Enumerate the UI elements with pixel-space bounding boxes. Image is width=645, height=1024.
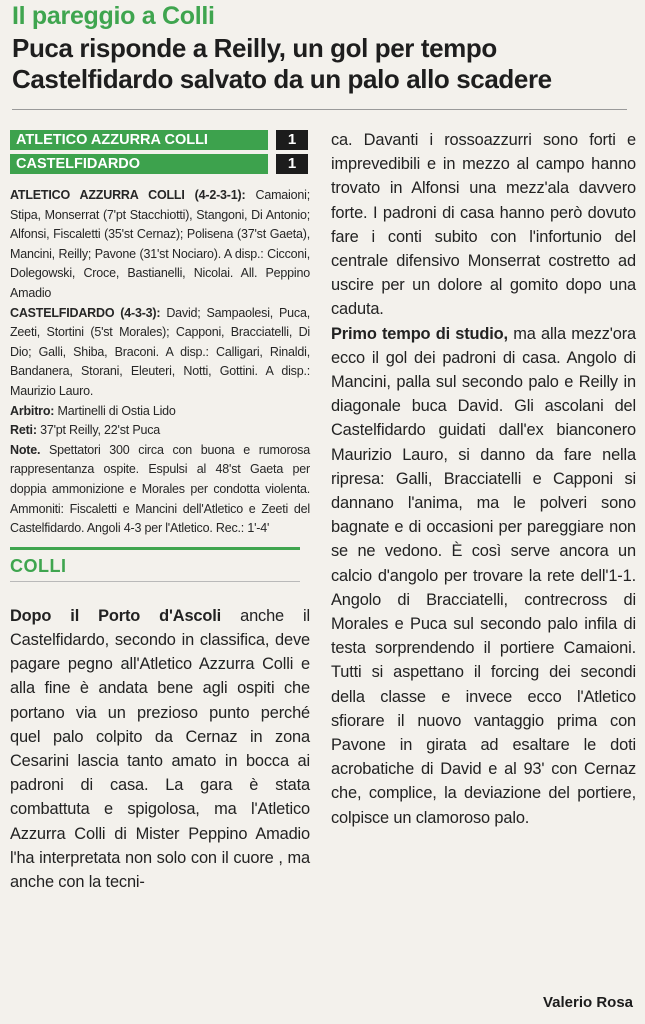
goals-text: 37'pt Reilly, 22'st Puca (40, 423, 161, 438)
goals-label: Reti: (10, 423, 37, 438)
away-lineup-text: David; Sampaolesi, Puca, Zeeti, Stortini (5'st Morales); Capponi, Bracciatelli, Di Dio; Galli, Shiba, Braconi. A disp.: Calligari, Rinaldi, Bandanera, Storani, Eleuteri, Notti, Gottini. A disp.: Maurizio Lauro. (10, 305, 310, 398)
home-team-score: 1 (276, 130, 308, 150)
article-kicker: Il pareggio a Colli (12, 2, 215, 30)
section-top-rule (10, 547, 300, 550)
section-bottom-rule (10, 581, 300, 582)
away-lineup (10, 304, 310, 402)
home-lineup-label: ATLETICO AZZURRA COLLI (4-2-3-1): (10, 188, 246, 202)
referee-line (10, 402, 310, 422)
paragraph-2-lead: Primo tempo di studio, (331, 324, 508, 343)
headline-line-2: Castelfidardo salvato da un palo allo scadere (12, 64, 552, 94)
referee-text: Martinelli di Ostia Lido (57, 403, 176, 418)
article-paragraph-1-start (10, 604, 310, 894)
notes-label: Note. (10, 442, 41, 457)
home-lineup-text: Camaioni; Stipa, Monserrat (7'pt Stacchiotti), Stangoni, Di Antonio; Alfonsi, Fiscaletti (35'st Cernaz); Polisena (37'st Gaeta), Mancini, Reilly; Pavone (31'st Nociaro). A disp.: Cicconi, Dolegowski, Croce, Bastianelli, Nicolai. All. Peppino Amadio (10, 188, 310, 300)
left-column (10, 130, 310, 894)
away-team-name: CASTELFIDARDO (10, 154, 268, 174)
notes-line (10, 441, 310, 539)
paragraph-1-lead: Dopo il Porto d'Ascoli (10, 606, 222, 625)
away-lineup-label: CASTELFIDARDO (4-3-3): (10, 305, 161, 320)
notes-text: Spettatori 300 circa con buona e rumorosa rappresentanza ospite. Espulsi al 48'st Gaeta per doppia ammonizione e Morales per condotta violenta. Ammoniti: Fiscaletti e Mancini dell'Atletico e Zeeti del Castelfidardo. Angoli 4-3 per l'Atletico. Rec.: 1'-4' (10, 442, 310, 536)
article-byline: Valerio Rosa (542, 994, 633, 1011)
home-lineup (10, 186, 310, 304)
referee-label: Arbitro: (10, 403, 55, 418)
headline-line-1: Puca risponde a Reilly, un gol per tempo (12, 33, 497, 63)
scoreboard-row-home (10, 130, 310, 150)
article-body-right (331, 128, 636, 830)
goals-line (10, 421, 310, 441)
scoreboard-row-away (10, 154, 310, 174)
article-body-left (10, 604, 310, 894)
match-info-box (10, 186, 310, 539)
home-team-name: ATLETICO AZZURRA COLLI (10, 130, 268, 150)
paragraph-2-text: ma alla mezz'ora ecco il gol dei padroni di casa. Angolo di Mancini, palla sul secondo palo e Reilly in diagonale buca David. Gli ascolani del Castelfidardo guidati dall'ex bianconero Maurizio Lauro, si danno da fare nella ripresa: Galli, Bracciatelli e Capponi si dannano l'anima, ma le polveri sono bagnate e di occasioni per pareggiare non se ne vedono. È così serve ancora un calcio d'angolo per trovare la rete dell'1-1. Angolo di Bracciatelli, contrecross di Morales e Puca sul secondo palo infila di testa sorprendendo il portiere Camaioni. Tutti si aspettano il forcing dei secondi della classe e invece ecco l'Atletico sfiorare il nuovo vantaggio prima con Pavone in girata ad esaltare le doti acrobatiche di David e al 93' con Cernaz che, complice, la deviazione del portiere, colpisce un clamoroso palo. (331, 324, 636, 827)
right-column (331, 128, 636, 830)
paragraph-1-text: anche il Castelfidardo, secondo in classifica, deve pagare pegno all'Atletico Azzurra Colli e alla fine è andata bene agli ospiti che portano via un prezioso punto perché quel palo colpito da Cernaz in zona Cesarini lascia tanto amato in bocca ai padroni di casa. La gara è stata combattuta e spigolosa, ma l'Atletico Azzurra Colli di Mister Peppino Amadio l'ha interpretata non solo con il cuore , ma anche con la tecni- (10, 606, 311, 891)
header-divider (12, 109, 627, 110)
section-title: COLLI (10, 555, 67, 576)
article-paragraph-2 (331, 322, 636, 830)
article-paragraph-1-end: ca. Davanti i rossoazzurri sono forti e imprevedibili e in mezzo al campo hanno trovato in Alfonsi una mezz'ala davvero forte. I padroni di casa hanno però dovuto fare i conti subito con l'infortunio del centrale difensivo Monserrat costretto ad uscire per un dolore al gomito dopo una caduta. (331, 131, 636, 319)
away-team-score: 1 (276, 154, 308, 174)
